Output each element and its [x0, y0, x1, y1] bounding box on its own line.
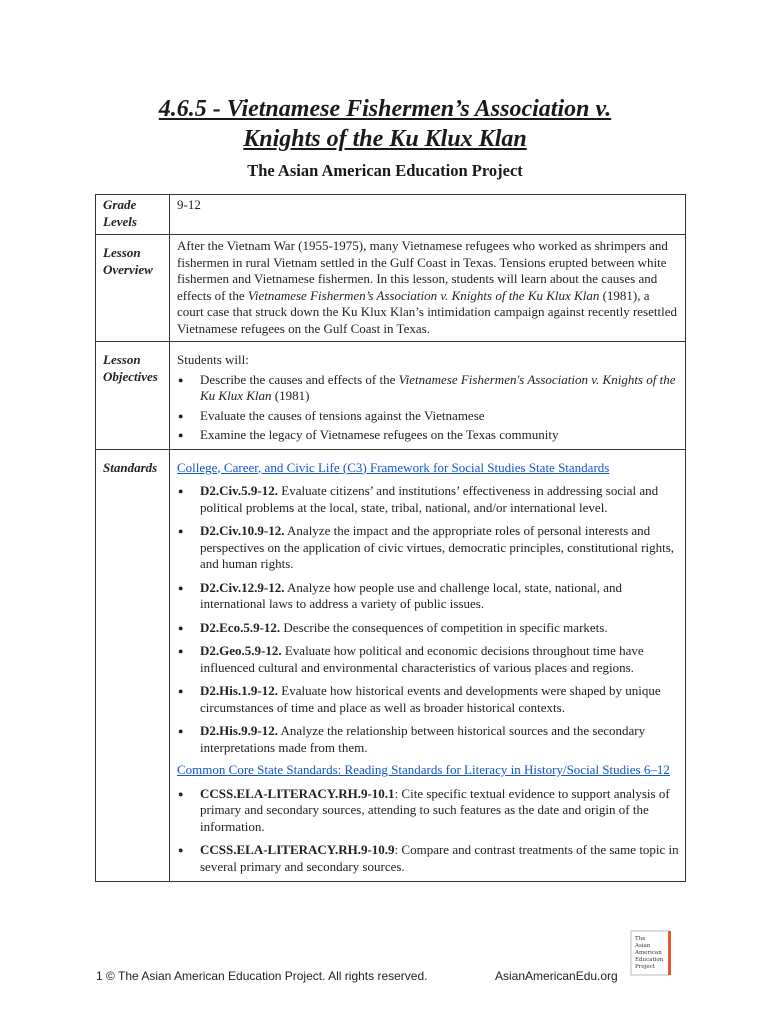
row-grade-levels	[96, 195, 686, 235]
standard-item	[177, 842, 679, 875]
logo-word: Education	[635, 957, 664, 963]
row-lesson-objectives	[96, 342, 686, 450]
page-title	[0, 94, 770, 154]
ccss-standards-list	[177, 786, 679, 876]
standard-code: D2.Civ.10.9-12.	[200, 523, 285, 538]
standard-description: Analyze the impact and the appropriate roles of personal interests and perspectives on the application of civic virtues, democratic principles, constitutional rights, and human rights.	[200, 523, 675, 571]
lesson-objectives-content	[170, 342, 686, 450]
list-item: ● Describe the causes and effects of the Vietnamese Fishermen's Association v. Knights of the Ku Klux Klan (1981)	[177, 372, 679, 405]
standard-item	[177, 786, 679, 836]
standard-description: : Cite specific textual evidence to support analysis of primary and secondary sources, attending to such features as the date and origin of the information.	[200, 785, 670, 834]
logo-word: Project	[635, 964, 655, 970]
standard-item	[177, 723, 679, 756]
standard-code: CCSS.ELA-LITERACY.RH.9-10.1	[200, 785, 395, 801]
row-lesson-overview	[96, 235, 686, 342]
logo-word: American	[635, 950, 662, 956]
objectives-intro: Students will:	[177, 352, 249, 367]
footer-copyright	[96, 969, 427, 983]
project-logo-icon	[630, 930, 674, 978]
lesson-objectives-label: Lesson Objectives	[96, 342, 170, 450]
logo-word: Asian	[635, 943, 651, 949]
footer-website[interactable]: AsianAmericanEdu.org	[495, 969, 618, 983]
lesson-overview-label: Lesson Overview	[96, 235, 170, 342]
lesson-table	[95, 194, 686, 882]
standard-item	[177, 643, 679, 676]
standard-item	[177, 483, 679, 516]
standard-description: Evaluate citizens’ and institutions’ effectiveness in addressing social and political problems at the local, state, tribal, national, and/or international level.	[200, 483, 659, 515]
standards-content	[170, 449, 686, 882]
standard-description: Evaluate how historical events and developments were shaped by unique circumstances of time and place as well as broader historical contexts.	[200, 683, 661, 715]
ccss-standards-link[interactable]: Common Core State Standards: Reading Standards for Literacy in History/Social Studies 6–12	[177, 762, 670, 777]
standard-code: D2.Eco.5.9-12.	[200, 619, 281, 635]
c3-framework-link[interactable]: College, Career, and Civic Life (C3) Framework for Social Studies State Standards	[177, 459, 610, 475]
standard-item	[177, 580, 679, 613]
standard-code: D2.Geo.5.9-12.	[200, 643, 282, 658]
standard-item	[177, 683, 679, 716]
standard-description: Analyze the relationship between historical sources and the secondary interpretations made from them.	[200, 723, 646, 755]
page-subtitle: The Asian American Education Project	[247, 161, 523, 180]
page-number: 1	[96, 969, 103, 983]
copyright-text: © The Asian American Education Project. All rights reserved.	[106, 969, 428, 983]
standard-code: D2.Civ.5.9-12.	[200, 483, 278, 498]
standard-code: D2.Civ.12.9-12.	[200, 579, 285, 595]
standard-item	[177, 523, 679, 573]
lesson-overview-text: After the Vietnam War (1955-1975), many Vietnamese refugees who worked as shrimpers and fishermen in rural Vietnam settled in the Gulf Coast in Texas. Tensions erupted between white fishermen and Vietnamese fishermen. In this lesson, students will learn about the causes and effects of the Vietnamese Fishermen’s Association v. Knights of the Ku Klux Klan (1981), a court case that struck down the Ku Klux Klan’s intimidation campaign against recently resettled Vietnamese refugees on the Gulf Coast in Texas.	[170, 235, 686, 342]
grade-levels-value: 9-12	[170, 195, 686, 235]
title-line-1: 4.6.5 - Vietnamese Fishermen’s Association v.	[158, 96, 612, 122]
logo-word: The	[635, 936, 646, 942]
list-item: ● Evaluate the causes of tensions against the Vietnamese	[177, 408, 679, 425]
standard-description: Analyze how people use and challenge local, state, national, and international laws to address a variety of public issues.	[200, 579, 623, 611]
standard-code: D2.His.1.9-12.	[200, 683, 278, 698]
list-item: ● Examine the legacy of Vietnamese refugees on the Texas community	[177, 427, 679, 444]
standard-description: Describe the consequences of competition in specific markets.	[280, 619, 608, 635]
standard-code: D2.His.9.9-12.	[200, 723, 278, 738]
standard-item	[177, 620, 679, 637]
title-line-2: Knights of the Ku Klux Klan	[243, 126, 527, 152]
row-standards	[96, 449, 686, 882]
standard-description: Evaluate how political and economic decisions throughout time have influenced cultural and environmental characteristics of various places and regions.	[200, 643, 644, 675]
standard-description: : Compare and contrast treatments of the same topic in several primary and secondary sources.	[200, 842, 679, 874]
c3-standards-list	[177, 483, 679, 756]
case-name: Vietnamese Fishermen’s Association v. Knights of the Ku Klux Klan	[247, 287, 600, 303]
objectives-list	[177, 372, 679, 444]
standards-label: Standards	[96, 449, 170, 882]
grade-levels-label: Grade Levels	[96, 195, 170, 235]
standard-code: CCSS.ELA-LITERACY.RH.9-10.9	[200, 842, 395, 857]
